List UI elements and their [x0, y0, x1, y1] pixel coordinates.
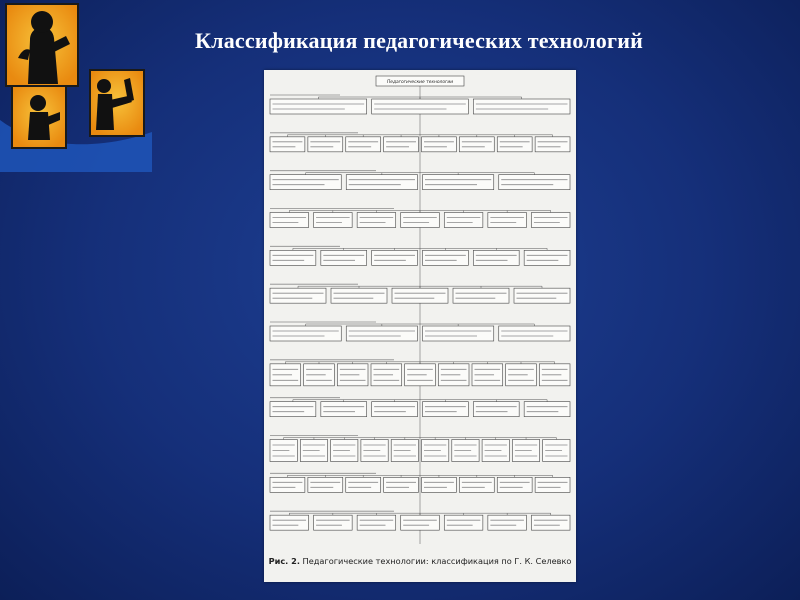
classification-node — [392, 288, 448, 303]
classification-node — [331, 288, 387, 303]
classification-node — [423, 402, 469, 417]
classification-node — [497, 137, 532, 152]
classification-node — [488, 515, 527, 530]
classification-node — [422, 137, 457, 152]
classification-node — [270, 326, 341, 341]
figure-caption — [264, 556, 576, 566]
slide-title: Классификация педагогических технологий — [195, 28, 643, 53]
classification-node — [473, 250, 519, 265]
classification-node — [270, 288, 326, 303]
classification-node — [531, 515, 570, 530]
classification-node — [270, 250, 316, 265]
classification-node — [444, 213, 483, 228]
classification-node — [535, 477, 570, 492]
classification-node — [314, 515, 353, 530]
classification-node — [270, 213, 309, 228]
classification-node — [384, 137, 419, 152]
classification-node — [357, 213, 396, 228]
classification-node — [401, 213, 440, 228]
classification-node — [514, 288, 570, 303]
classification-node — [270, 515, 309, 530]
classification-node — [270, 477, 305, 492]
classification-node — [459, 137, 494, 152]
classification-node — [314, 213, 353, 228]
classification-node — [308, 137, 343, 152]
classification-node — [524, 250, 570, 265]
classification-node — [422, 477, 457, 492]
classification-node — [372, 402, 418, 417]
classification-node — [499, 326, 570, 341]
classification-node — [473, 402, 519, 417]
classification-node — [357, 515, 396, 530]
classification-node — [497, 477, 532, 492]
classification-node — [423, 250, 469, 265]
root-node-label: Педагогические технологии — [386, 80, 454, 86]
classification-node — [270, 402, 316, 417]
classification-node — [308, 477, 343, 492]
classification-node — [346, 326, 417, 341]
classification-node — [346, 175, 417, 190]
classification-node — [372, 99, 469, 114]
caption-number: Рис. 2. — [268, 556, 300, 566]
classification-node — [423, 326, 494, 341]
classification-node — [321, 250, 367, 265]
classification-node — [535, 137, 570, 152]
classification-node — [524, 402, 570, 417]
classification-diagram — [264, 70, 576, 582]
classification-node — [384, 477, 419, 492]
classification-node — [270, 99, 367, 114]
classification-node — [453, 288, 509, 303]
classification-diagram-canvas — [264, 70, 576, 552]
classification-node — [473, 99, 570, 114]
classification-node — [423, 175, 494, 190]
classification-node — [346, 477, 381, 492]
caption-text: Педагогические технологии: классификация по Г. К. Селевко — [302, 556, 572, 566]
classification-node — [270, 137, 305, 152]
classification-node — [459, 477, 494, 492]
classification-node — [321, 402, 367, 417]
classification-node — [372, 250, 418, 265]
classification-node — [499, 175, 570, 190]
classification-node — [346, 137, 381, 152]
classification-node — [444, 515, 483, 530]
classification-node — [531, 213, 570, 228]
classification-node — [401, 515, 440, 530]
classification-node — [270, 175, 341, 190]
classification-node — [488, 213, 527, 228]
logo-people-reading-icon — [0, 0, 152, 172]
